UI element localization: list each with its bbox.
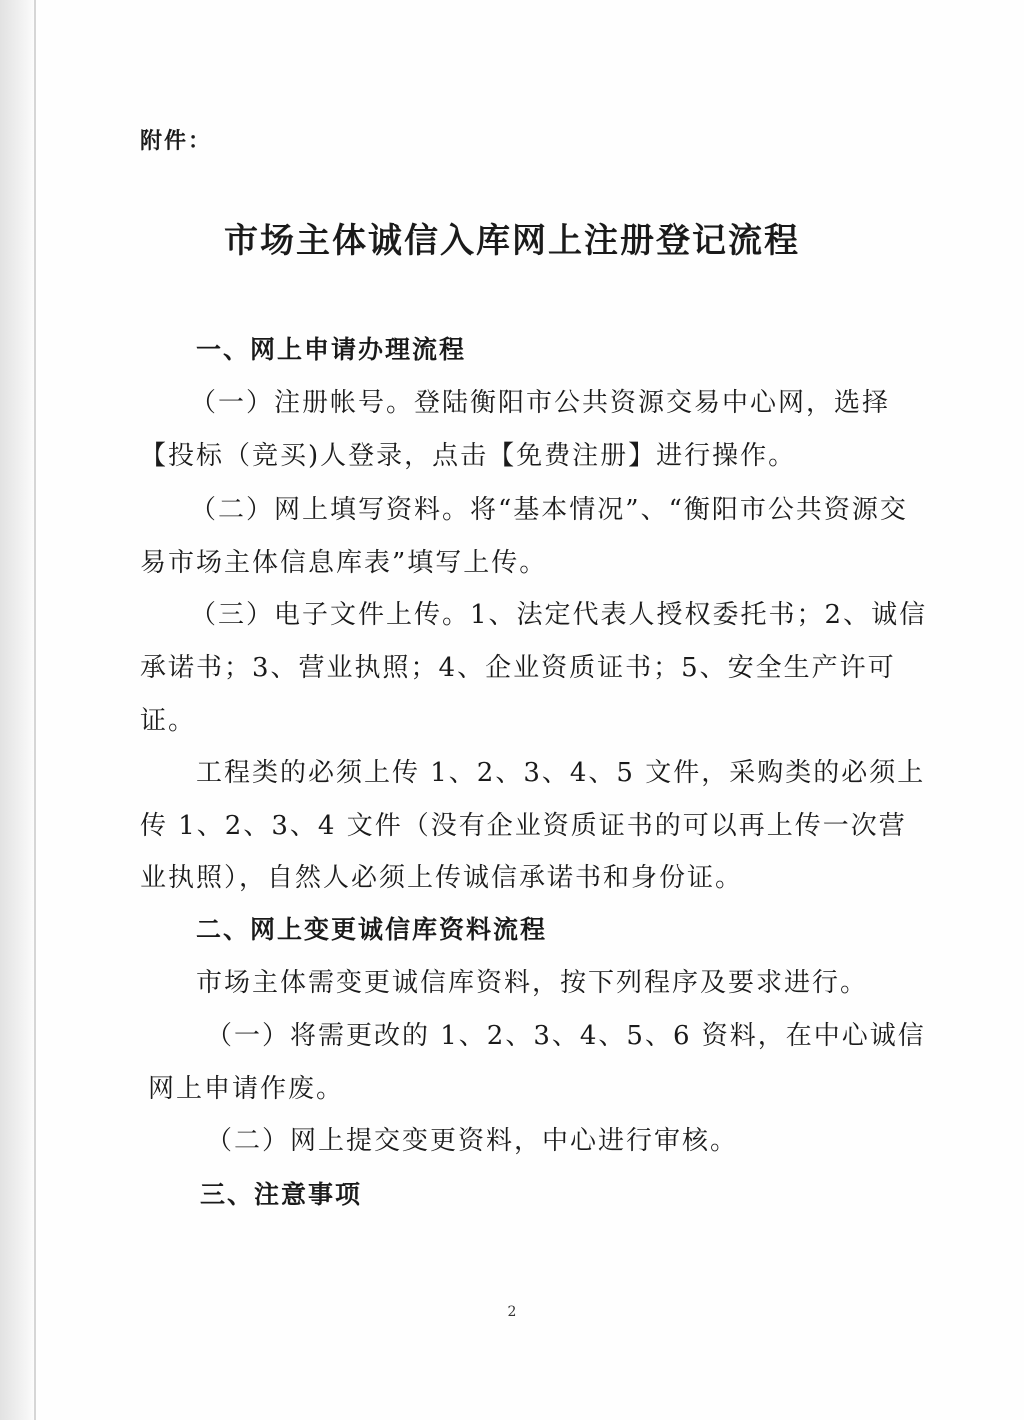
paragraph-line: （二）网上提交变更资料，中心进行审核。 — [206, 1126, 739, 1156]
paragraph-line: 网上申请作废。 — [148, 1074, 345, 1104]
paragraph-line: 传 1、2、3、4 文件（没有企业资质证书的可以再上传一次营 — [140, 811, 907, 841]
section-heading-3: 三、注意事项 — [200, 1180, 363, 1209]
paragraph-line: （一）注册帐号。登陆衡阳市公共资源交易中心网，选择 — [190, 388, 891, 418]
paragraph-line: 易市场主体信息库表”填写上传。 — [140, 548, 548, 578]
paragraph-line: 【投标（竞买)人登录，点击【免费注册】进行操作。 — [140, 441, 797, 471]
section-heading-2: 二、网上变更诚信库资料流程 — [196, 915, 548, 944]
paragraph-line: 业执照），自然人必须上传诚信承诺书和身份证。 — [140, 863, 744, 893]
attachment-label: 附件： — [140, 129, 213, 154]
paragraph-line: 市场主体需变更诚信库资料，按下列程序及要求进行。 — [196, 968, 869, 998]
section-heading-1: 一、网上申请办理流程 — [196, 335, 467, 364]
paragraph-line: 工程类的必须上传 1、2、3、4、5 文件，采购类的必须上 — [196, 758, 926, 788]
paragraph-line: （一）将需更改的 1、2、3、4、5、6 资料，在中心诚信 — [206, 1021, 926, 1051]
paragraph-line: （二）网上填写资料。将“基本情况”、“衡阳市公共资源交 — [190, 495, 908, 525]
paragraph-line: 证。 — [140, 706, 197, 736]
paragraph-line: 承诺书；3、营业执照；4、企业资质证书；5、安全生产许可 — [140, 653, 896, 683]
paragraph-line: （三）电子文件上传。1、法定代表人授权委托书；2、诚信 — [190, 600, 928, 630]
page-title: 市场主体诚信入库网上注册登记流程 — [224, 221, 800, 261]
page-number: 2 — [507, 1304, 517, 1320]
